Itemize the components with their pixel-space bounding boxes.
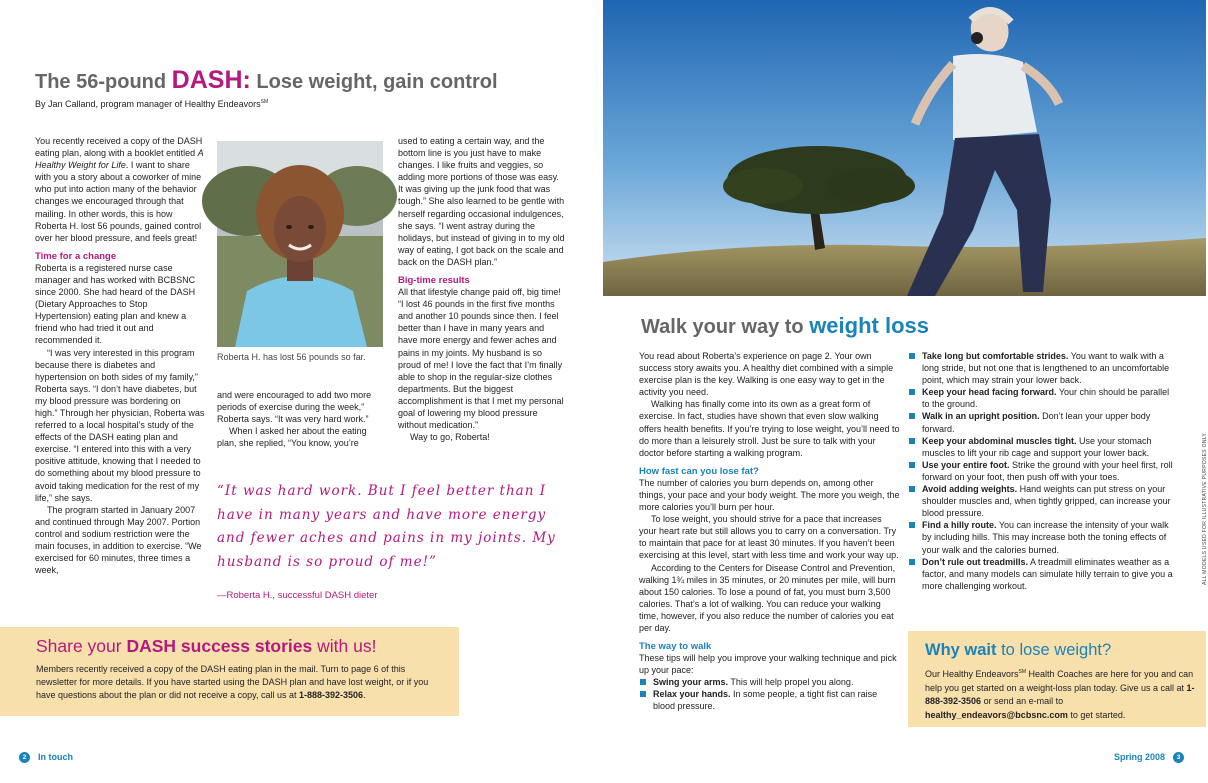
newsletter-name: In touch	[38, 752, 73, 762]
share-title-bold: DASH success stories	[126, 636, 313, 656]
title-highlight: DASH:	[171, 66, 251, 94]
byline	[35, 99, 268, 109]
walk-article-title	[641, 313, 929, 339]
tip-text: Strike the ground with your heel first, roll forward on your foot, then push off with your toes.	[922, 459, 1173, 482]
tip-lead: Keep your head facing forward.	[922, 387, 1057, 398]
tip-item	[639, 676, 901, 688]
why-wait-box	[908, 631, 1206, 727]
share-stories-box	[0, 627, 459, 716]
subhead-how-fast: How fast can you lose fat?	[639, 465, 759, 477]
share-body-text: Members recently received a copy of the DASH eating plan in the mail. Turn to page 6 of this newsletter for more details. If you have started using the DASH plan and have lost weight, or if you have questions about the plan or did not receive a copy, call us at	[36, 664, 429, 701]
paragraph: Roberta is a registered nurse case manager and has worked with BCBSNC since 2000. She had heard of the DASH (Dietary Approaches to Stop Hypertension) eating plan and knew a friend who had tried it out and recommended it.	[35, 262, 196, 346]
service-mark: SM	[1018, 669, 1027, 675]
subhead-way-to-walk: The way to walk	[639, 641, 712, 653]
tip-item	[908, 459, 1174, 483]
byline-text: By Jan Calland, program manager of Healthy Endeavors	[35, 99, 261, 109]
tip-lead: Take long but comfortable strides.	[922, 351, 1069, 361]
wait-body-text: Our Healthy Endeavors	[925, 669, 1019, 679]
wait-body-text: Health Coaches are here for you and can help you get started on a weight-loss plan today. Give us a call at	[925, 669, 1194, 693]
paragraph: Walking has finally come into its own as a great form of exercise. In fact, studies have shown that even slow walking offers health benefits. If you’re trying to lose weight, you’ll need to do more than a leisurely stroll. Just be sure to talk with your doctor before starting a walking program.	[639, 399, 900, 458]
tip-lead: Swing your arms.	[653, 677, 729, 688]
paragraph: To lose weight, you should strive for a pace that increases your heart rate but still allows you to carry on a conversation. Try to maintain that pace for at least 30 minutes. If you haven’t been exercising at this level, start with less time and work your way up.	[639, 514, 899, 561]
tip-text: A treadmill eliminates weather as a factor, and many models can simulate hilly terrain to give you a more challenging workout.	[922, 556, 1173, 591]
left-footer	[19, 752, 73, 763]
tips-list-a	[639, 676, 901, 712]
intro-paragraph	[35, 135, 205, 244]
models-disclaimer: ALL MODELS USED FOR ILLUSTRATIVE PURPOSES ONLY.	[1202, 431, 1208, 585]
paragraph: Way to go, Roberta!	[410, 432, 490, 443]
share-phone-number: 1-888-392-3506	[299, 690, 364, 701]
article-column-1	[35, 135, 205, 576]
service-mark: SM	[260, 99, 269, 105]
wait-email-address: healthy_endeavors@bcbsnc.com	[925, 709, 1068, 720]
tip-text: Your chin should be parallel to the ground.	[922, 387, 1170, 410]
tip-text: Don’t lean your upper body forward.	[922, 411, 1151, 434]
tip-item	[908, 410, 1174, 434]
tip-item	[639, 688, 901, 712]
article-title	[35, 66, 498, 95]
paragraph: When I asked her about the eating plan, she replied, “You know, you’re	[217, 426, 367, 449]
walk-column-2	[908, 350, 1174, 592]
article-column-3	[398, 135, 566, 443]
title-lead: The 56-pound	[35, 71, 172, 93]
page-number: 2	[19, 752, 30, 763]
paragraph: All that lifestyle change paid off, big time! “I lost 46 pounds in the first five months and another 10 pounds since then. I feel better than I have in many years and have more energy and fewer aches and pains in my joints. My husband is so proud of me! I love the fact that I’m finally able to shop in the regular-size clothes departments. But the biggest accomplishment is that I met my personal goal of lowering my blood pressure without medication.”	[398, 287, 564, 431]
tip-lead: Avoid adding weights.	[922, 484, 1018, 495]
walk-title-lead: Walk your way to	[641, 316, 810, 338]
tip-item	[908, 483, 1174, 519]
title-tail: Lose weight, gain control	[250, 71, 498, 93]
booklet-title: A Healthy Weight for Life	[35, 148, 204, 171]
share-title-tail: with us!	[312, 636, 377, 656]
walk-title-bold: weight loss	[809, 313, 929, 338]
tip-item	[908, 556, 1174, 592]
paragraph: The number of calories you burn depends on, among other things, your pace and your body weight. The more you weigh, the more calories you’ll burn per hour.	[639, 477, 900, 513]
why-wait-body	[925, 666, 1196, 722]
tip-text: You can increase the intensity of your walk by including hills. This may increase both the toning effects of your walk and the calories burned.	[922, 520, 1169, 555]
quote-attribution: —Roberta H., successful DASH dieter	[217, 590, 378, 601]
pull-quote: “It was hard work. But I feel better than I have in many years and have more energy and fewer aches and pains in my joints. My husband is so proud of me!”	[217, 483, 556, 570]
tip-text: In some people, a tight fist can raise blood pressure.	[653, 689, 878, 712]
paragraph: You read about Roberta’s experience on page 2. Your own success story awaits you. A healthy diet combined with a simple exercise plan is the key. Walking is one easy way to get in the activity you need.	[639, 351, 894, 398]
paragraph: used to eating a certain way, and the bottom line is you just have to make changes. I like fruits and veggies, so adding more portions of those was easy. It was giving up the junk food that was tough.” She also learned to be gentle with herself regarding occasional indulgences, she says. “I went astray during the holidays, but instead of giving in to my old way of eating, I got back on the scale and back on the DASH plan.”	[398, 136, 565, 267]
tip-item	[908, 350, 1174, 386]
why-wait-title	[925, 641, 1196, 660]
hero-walker-photo	[603, 0, 1206, 296]
right-footer	[1114, 752, 1184, 763]
share-box-title	[36, 636, 441, 657]
tip-item	[908, 386, 1174, 410]
wait-title-bold: Why wait	[925, 641, 997, 659]
share-body-end: .	[363, 690, 366, 701]
intro-text: You recently received a copy of the DASH eating plan, along with a booklet entitled	[35, 136, 203, 159]
article-column-2	[217, 389, 383, 449]
tip-text: Use your stomach muscles to lift your rib cage and support your lower back.	[922, 435, 1152, 458]
photo-caption: Roberta H. has lost 56 pounds so far.	[217, 352, 366, 362]
wait-phone-number: 1-888-392-3506	[925, 682, 1195, 707]
paragraph: These tips will help you improve your walking technique and pick up your pace:	[639, 653, 897, 676]
tip-text: Hand weights can put stress on your shoulder muscles and, when tightly gripped, can increase your blood pressure.	[922, 484, 1171, 519]
wait-body-text: to get started.	[1067, 709, 1126, 720]
left-page	[0, 0, 601, 783]
right-page	[603, 0, 1206, 783]
tip-item	[908, 435, 1174, 459]
tip-item	[908, 519, 1174, 555]
intro-text-cont: . I want to share with you a story about a coworker of mine who put into action many of the behavior changes we encouraged through that mailing. In other words, this is how Roberta H. lost 56 pounds, gained control over her blood pressure, and feels great!	[35, 160, 202, 243]
wait-body-text: or send an e-mail to	[981, 696, 1064, 707]
subhead-big-time-results: Big-time results	[398, 275, 470, 287]
paragraph: “I was very interested in this program because there is diabetes and hypertension on both sides of my family,” Roberta says. “I don’t have diabetes, but my blood pressure was bordering on high.” Through her physician, Roberta was referred to a local hospital’s study of the effects of the DASH eating plan and exercise. “I entered into this with a very positive attitude, knowing that I needed to do something about my blood pressure to avoid taking medication for the rest of my life,” she says.	[35, 347, 205, 503]
tip-lead: Don’t rule out treadmills.	[922, 556, 1029, 567]
page-number: 3	[1173, 752, 1184, 763]
tip-lead: Find a hilly route.	[922, 520, 997, 531]
subhead-time-for-change: Time for a change	[35, 250, 117, 262]
paragraph: The program started in January 2007 and continued through May 2007. Portion control and sodium restriction were the main focuses, in addition to exercise. “We exercised for 60 minutes, three times a week,	[35, 504, 202, 576]
walk-column-1	[639, 350, 901, 713]
roberta-photo	[217, 141, 383, 347]
share-box-body	[36, 663, 441, 703]
tip-text: You want to walk with a long stride, but not one that is lengthened to an uncomfortable point, which may strain your lower back.	[922, 351, 1170, 386]
issue-date: Spring 2008	[1113, 752, 1165, 762]
tip-lead: Walk in an upright position.	[922, 411, 1040, 422]
paragraph: According to the Centers for Disease Control and Prevention, walking 1¾ miles in 35 minutes, or 20 minutes per mile, will burn about 150 calories. To lose a pound of fat, you must burn 3,500 calories. That’s a lot of walking. You can reduce your walking time, however, if you also reduce the number of calories you eat per day.	[639, 562, 896, 633]
paragraph: and were encouraged to add two more periods of exercise during the week,” Roberta says. “It was very hard work.”	[217, 390, 372, 425]
tips-list-b	[908, 350, 1174, 592]
tip-lead: Keep your abdominal muscles tight.	[922, 435, 1077, 446]
tip-lead: Use your entire foot.	[922, 459, 1010, 470]
tip-text: This will help propel you along.	[728, 677, 854, 688]
wait-title-tail: to lose weight?	[996, 641, 1112, 659]
tip-lead: Relax your hands.	[653, 689, 731, 700]
share-title-lead: Share your	[36, 636, 127, 656]
